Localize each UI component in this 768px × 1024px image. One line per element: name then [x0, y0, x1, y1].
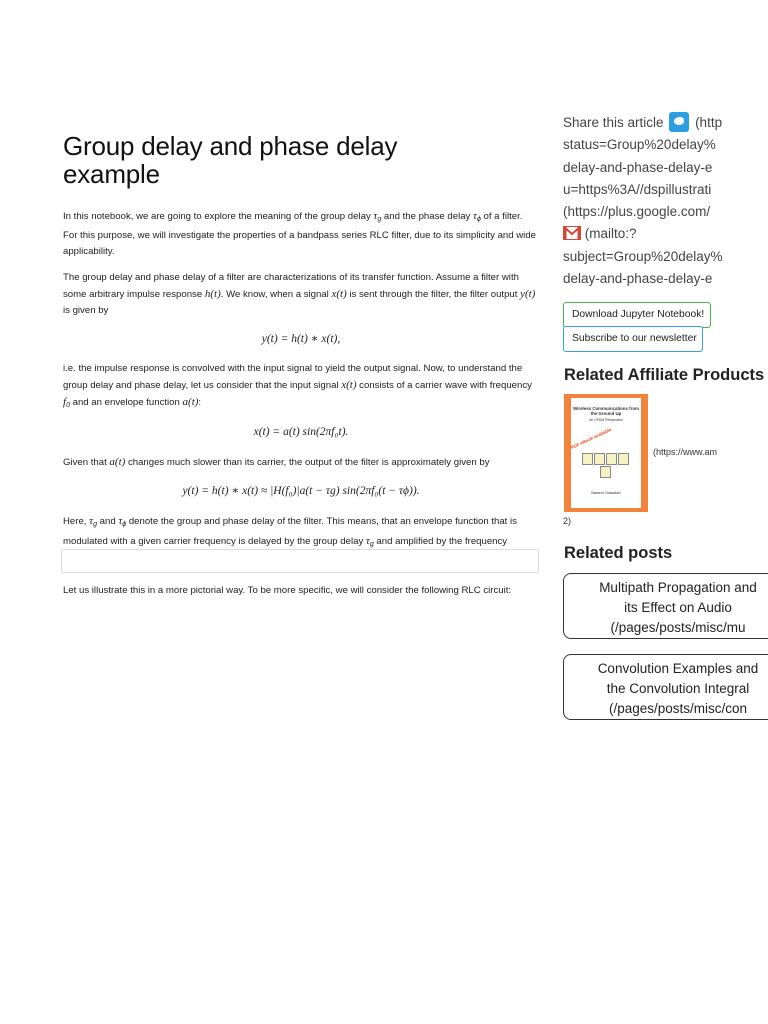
share-line-2[interactable]: status=Group%20delay%	[563, 137, 716, 153]
book-subtitle: An OFDM Perspective	[589, 418, 623, 422]
share-line-8[interactable]: delay-and-phase-delay-e	[563, 271, 713, 287]
paragraph-explanation: Here, $\tau_g$ and $\tau_\phi$ denote the group and phase delay of the filter. This means, that an envelope function that is modulated with a given carrier frequency is delayed by the group delay $\tau_g$ and amplified by the frequency	[63, 515, 517, 548]
gmail-icon[interactable]	[563, 226, 581, 240]
equation-convolution: y(t) = h(t) ∗ x(t),	[261, 333, 341, 345]
share-line-1[interactable]: Share this article (http	[563, 112, 768, 134]
share-line-7[interactable]: subject=Group%20delay%	[563, 248, 723, 264]
book-diagram	[581, 453, 631, 465]
book-cover-image[interactable]	[564, 394, 648, 512]
twitter-icon[interactable]	[669, 112, 689, 132]
equation-input-signal: x(t) = a(t) sin(2πf₀t).	[253, 426, 349, 438]
paragraph-carrier: i.e. the impulse response is convolved with the input signal to yield the output signal. Now, to understand the group delay and phase delay, let us consider that the input signal x(t) consists of a carrier wave with frequency $f_0$ and an envelope function a(t):	[63, 363, 532, 409]
book-stamp: PDF eBook available	[570, 426, 613, 451]
related-post-card[interactable]: Convolution Examples and the Convolution Integral (/pages/posts/misc/con	[563, 654, 768, 720]
paragraph-definition: The group delay and phase delay of a filter are characterizations of its transfer function. Assume a filter with some arbitrary impulse response h(t). We know, when a signal x(t) is sent through the filter, the filter output y(t) is given by	[63, 272, 536, 316]
download-notebook-button[interactable]: Download Jupyter Notebook!	[563, 302, 711, 328]
subscribe-newsletter-button[interactable]: Subscribe to our newsletter	[563, 326, 703, 352]
paragraph-intro: In this notebook, we are going to explore the meaning of the group delay $\tau_g$ and the phase delay $\tau_\phi$ of a filter. For this purpose, we will investigate the properties of a bandpass series RLC filter, due to its simplicity and wide applicability.	[63, 210, 536, 257]
title-line-2: example	[63, 159, 160, 189]
sidebar	[563, 0, 768, 1024]
related-post-card[interactable]: Multipath Propagation and its Effect on Audio (/pages/posts/misc/mu	[563, 573, 768, 639]
share-links	[563, 112, 768, 290]
book-author: Bassem Chawafani	[591, 491, 621, 495]
article	[63, 132, 539, 609]
notebook-cell[interactable]	[61, 549, 539, 573]
share-line-6[interactable]: (mailto:?	[563, 223, 768, 245]
affiliate-heading: Related Affiliate Products	[564, 366, 765, 384]
paragraph-illustration: Let us illustrate this in a more pictorial way. To be more specific, we will consider the following RLC circuit:	[63, 585, 512, 596]
paragraph-approximation: Given that a(t) changes much slower than its carrier, the output of the filter is approximately given by	[63, 456, 490, 468]
share-line-5[interactable]: (https://plus.google.com/	[563, 204, 711, 220]
affiliate-link-tail[interactable]: 2)	[563, 516, 572, 526]
equation-output-signal: y(t) = h(t) ∗ x(t) ≈ |H(f₀)|a(t − τg) sin(2πf₀(t − τϕ)).	[182, 485, 420, 497]
share-line-4[interactable]: u=https%3A//dspillustrati	[563, 181, 712, 197]
title-line-1: Group delay and phase delay	[63, 131, 398, 161]
book-title: Wireless Communications from the Ground Up	[573, 406, 639, 416]
affiliate-link[interactable]: (https://www.am	[653, 447, 718, 457]
page-title	[63, 132, 539, 188]
share-line-3[interactable]: delay-and-phase-delay-e	[563, 159, 713, 175]
related-posts-heading: Related posts	[564, 544, 673, 562]
